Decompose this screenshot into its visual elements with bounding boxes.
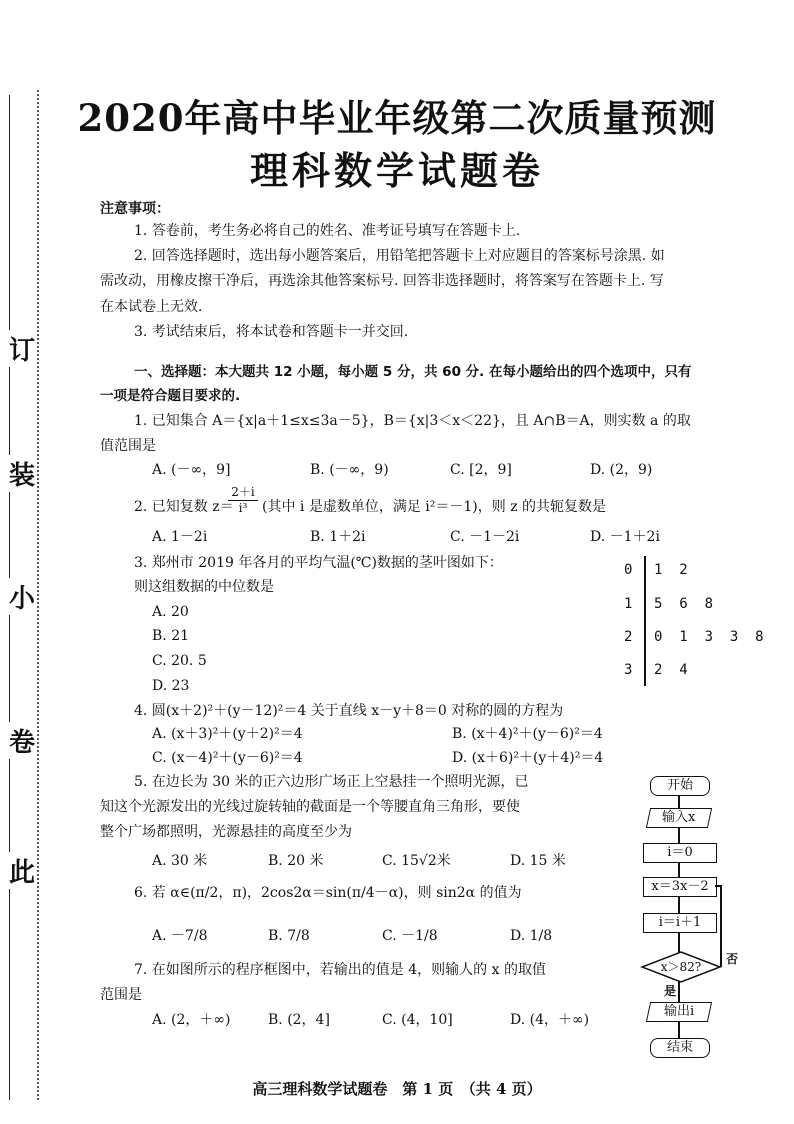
q2-stem-pre: 2. 已知复数 z＝ <box>134 499 234 515</box>
flowchart-loop-top <box>715 885 721 887</box>
notice-item-2-end: 在本试卷上无效. <box>100 299 203 315</box>
margin-char-4: 卷 <box>8 722 36 759</box>
margin-char-2: 装 <box>8 455 36 492</box>
q4-stem: 4. 圆(x＋2)²＋(y－12)²＝4 关于直线 x－y＋8＝0 对称的圆的方程为 <box>134 703 564 719</box>
q5-option-c: C. 15√2米 <box>382 853 451 869</box>
q7-option-d: D. (4，＋∞) <box>510 1012 590 1028</box>
q3-stem-cont: 则这组数据的中位数是 <box>134 579 274 595</box>
q7-stem-cont: 范围是 <box>100 987 142 1003</box>
q5-stem-cont2: 整个广场都照明，光源悬挂的高度至少为 <box>100 824 352 840</box>
leaves-2: 0 1 3 3 8 <box>654 629 764 645</box>
q1-stem-cont: 值范围是 <box>100 438 156 454</box>
q7-option-c: C. (4，10] <box>382 1012 453 1028</box>
q7-option-a: A. (2，＋∞) <box>152 1012 231 1028</box>
stem-leaf-divider <box>644 556 646 686</box>
flowchart-start: 开始 <box>650 776 710 796</box>
margin-char-1: 订 <box>8 330 36 367</box>
q5-stem-cont1: 知这个光源发出的光线过旋转轴的截面是一个等腰直角三角形，要使 <box>100 799 520 815</box>
flowchart-input-text: 输入x <box>662 810 696 825</box>
q1-option-c: C. [2，9] <box>450 462 512 478</box>
stem-2: 2 <box>624 629 633 645</box>
stem-1: 1 <box>624 596 633 612</box>
flowchart-input <box>646 808 712 828</box>
margin-char-5: 此 <box>8 852 36 889</box>
flowchart-loop-line <box>720 885 722 967</box>
q3-option-b: B. 21 <box>152 628 190 644</box>
q4-option-c: C. (x－4)²＋(y－6)²＝4 <box>152 750 303 766</box>
q2-option-c: C. －1－2i <box>450 529 520 545</box>
q2-option-d: D. －1＋2i <box>590 529 660 545</box>
flowchart-no-label: 否 <box>726 952 739 966</box>
flowchart-init: i＝0 <box>643 843 717 863</box>
flowchart-end: 结束 <box>650 1038 710 1058</box>
stem-3: 3 <box>624 662 633 678</box>
q6-option-c: C. －1/8 <box>382 928 438 944</box>
q3-option-a: A. 20 <box>152 604 189 620</box>
leaves-3: 2 4 <box>654 662 688 678</box>
margin-char-3: 小 <box>8 578 36 615</box>
q1-option-d: D. (2，9) <box>590 462 653 478</box>
leaves-0: 1 2 <box>654 562 688 578</box>
flowchart-output-text: 输出i <box>663 1004 695 1019</box>
notice-item-1: 1. 答卷前，考生务必将自己的姓名、准考证号填写在答题卡上. <box>134 223 521 239</box>
q5-stem: 5. 在边长为 30 米的正六边形广场正上空悬挂一个照明光源，已 <box>134 774 529 790</box>
flowchart-output <box>646 1002 712 1022</box>
q3-stem: 3. 郑州市 2019 年各月的平均气温(℃)数据的茎叶图如下： <box>134 555 503 571</box>
q7-option-b: B. (2，4] <box>268 1012 330 1028</box>
notice-item-2: 2. 回答选择题时，选出每小题答案后，用铅笔把答题卡上对应题目的答案标号涂黑. 如 <box>134 248 665 264</box>
q1-option-b: B. (－∞，9) <box>310 462 389 478</box>
q4-option-a: A. (x＋3)²＋(y＋2)²＝4 <box>152 726 303 742</box>
q5-option-a: A. 30 米 <box>152 853 208 869</box>
leaves-1: 5 6 8 <box>654 596 714 612</box>
q6-option-a: A. －7/8 <box>152 928 208 944</box>
q2-fraction-denominator: i³ <box>228 500 258 516</box>
exam-title: 2020年高中毕业年级第二次质量预测 <box>77 96 717 140</box>
page-footer: 高三理科数学试题卷 第 1 页 （共 4 页） <box>252 1080 542 1098</box>
q3-option-c: C. 20. 5 <box>152 653 207 669</box>
q3-option-d: D. 23 <box>152 678 190 694</box>
q5-option-b: B. 20 米 <box>268 853 324 869</box>
flowchart-assign: x＝3x－2 <box>643 877 717 897</box>
q6-option-b: B. 7/8 <box>268 928 310 944</box>
q5-option-d: D. 15 米 <box>510 853 566 869</box>
q1-option-a: A. (－∞，9] <box>152 462 231 478</box>
flowchart-increment: i＝i＋1 <box>643 913 717 933</box>
q2-option-a: A. 1－2i <box>152 529 208 545</box>
q2-stem-post: (其中 i 是虚数单位，满足 i²＝－1)，则 z 的共轭复数是 <box>262 499 607 515</box>
q6-option-d: D. 1/8 <box>510 928 553 944</box>
exam-subtitle: 理科数学试题卷 <box>249 148 544 193</box>
q4-option-b: B. (x＋4)²＋(y－6)²＝4 <box>452 726 603 742</box>
dotted-cut-line <box>37 90 39 1100</box>
q1-stem: 1. 已知集合 A＝{x|a＋1≤x≤3a－5}，B＝{x|3＜x＜22}，且 A∩B＝A，则实数 a 的取 <box>134 413 691 429</box>
q2-option-b: B. 1＋2i <box>310 529 366 545</box>
q2-fraction-numerator: 2＋i <box>231 485 255 499</box>
notice-item-2-cont: 需改动，用橡皮擦干净后，再选涂其他答案标号. 回答非选择题时，将答案写在答题卡上. 写 <box>100 273 664 289</box>
flowchart-yes-label: 是 <box>664 984 677 998</box>
stem-0: 0 <box>624 562 633 578</box>
q4-option-d: D. (x＋6)²＋(y＋4)²＝4 <box>452 750 604 766</box>
q7-stem: 7. 在如图所示的程序框图中，若输出的值是 4，则输人的 x 的取值 <box>134 962 546 978</box>
section-heading-cont: 一项是符合题目要求的. <box>100 388 241 404</box>
notice-heading: 注意事项： <box>100 201 170 217</box>
notice-item-3: 3. 考试结束后，将本试卷和答题卡一并交回. <box>134 324 409 340</box>
q2-fraction <box>228 485 258 516</box>
flowchart-condition: x＞82? <box>660 960 702 974</box>
section-heading: 一、选择题：本大题共 12 小题，每小题 5 分，共 60 分. 在每小题给出的四个选项中，只有 <box>134 364 692 380</box>
q6-stem: 6. 若 α∈(π/2，π)，2cos2α＝sin(π/4－α)，则 sin2α 的值为 <box>134 885 522 901</box>
